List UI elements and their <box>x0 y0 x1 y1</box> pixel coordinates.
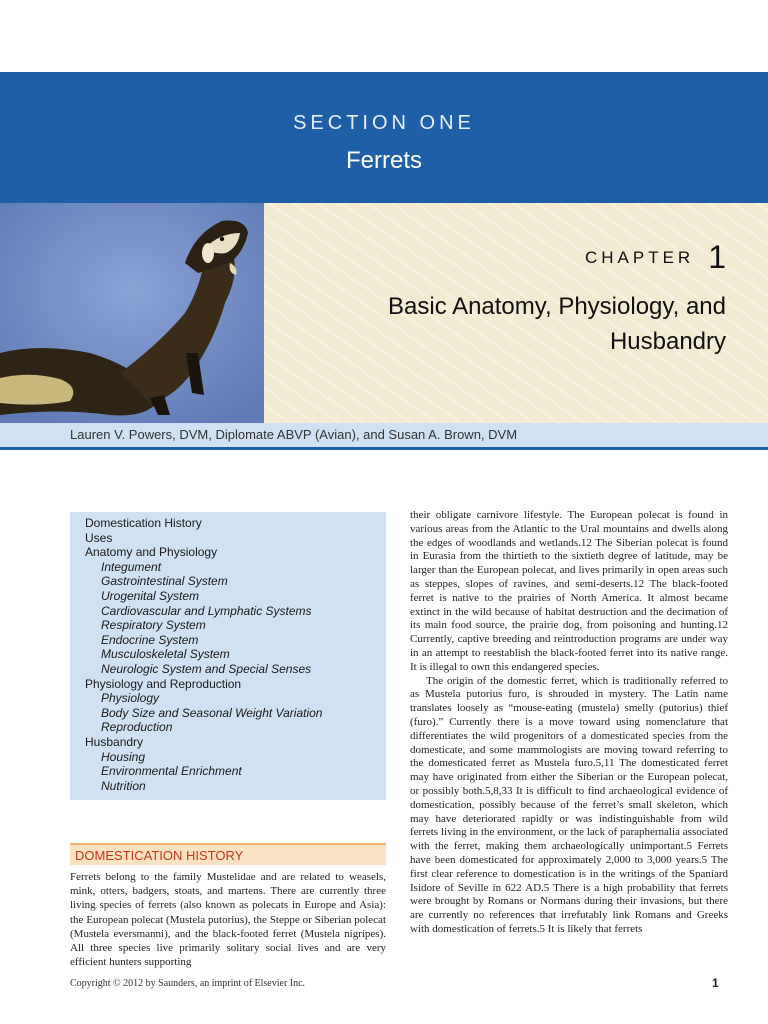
toc-item[interactable]: Anatomy and Physiology <box>85 545 218 560</box>
toc-item[interactable]: Body Size and Seasonal Weight Variation <box>101 705 323 720</box>
ferret-illustration <box>0 203 264 423</box>
toc-item[interactable]: Respiratory System <box>101 618 206 633</box>
toc-item[interactable]: Neurologic System and Special Senses <box>101 661 312 676</box>
toc-item[interactable]: Physiology and Reproduction <box>85 676 242 691</box>
toc-item[interactable]: Physiology <box>101 691 160 706</box>
paragraph: their obligate carnivore lifestyle. The European polecat is found in various areas from the Atlantic to the Ural mountains and dwells along the edges of woodlands and wetlands.12 The Siberian polecat is found in Eurasia from the thirtieth to the sixtieth degree of latitude, may be larger than the European polecat, and lives primarily in open areas such as steppes, slopes of ravines, and semi-deserts.12 The black-footed ferret is native to the prairies of North America. It almost became extinct in the wild because of habitat destruction and the decimation of its main food source, the prairie dog, from poisoning and hunting.12 Currently, captive breeding and reintroduction programs are under way in an attempt to reestablish the black-footed ferret into its native range. It is illegal to own this endangered species. <box>410 509 728 673</box>
toc-item[interactable]: Reproduction <box>101 720 173 735</box>
toc-item[interactable]: Housing <box>101 749 146 764</box>
page-number: 1 <box>712 976 719 990</box>
toc-item[interactable]: Domestication History <box>85 516 202 530</box>
toc-item[interactable]: Endocrine System <box>101 632 199 647</box>
paragraph: The origin of the domestic ferret, which is traditionally referred to as Mustela putorius furo, is shrouded in mystery. The Latin name translates loosely as “mouse-eating (mustela) smelly (putorius) thief (furo).” Currently there is a move toward using nomenclature that differentiates the wild progenitors of a domesticated species from the domesticate, and some mammologists are moving toward referring to the domesticated ferret as Mustela furo.5,11 The domesticated ferret may have originated from either the Siberian or the European polecat, or possibly both.5,8,33 It is difficult to find archaeological evidence of domestication, possibly because of the ferret’s small skeleton, which may have deteriorated rapidly or was indistinguishable from wild ferrets living in the environment, or the lack of paraphernalia associated with the ferret, making them archaeologically unimportant.5 Ferrets have been domesticated for approximately 2,000 to 3,000 years.5 The first clear reference to domestication is in the writings of the Spaniard Isidore of Seville in 622 AD.5 There is a high probability that ferrets were brought by Romans or Normans during their invasions, but there are currently no references that irrefutably link Romans and Greeks with domestication of ferrets.5 It is likely that ferrets <box>410 674 728 935</box>
ferret-photo <box>0 203 264 423</box>
toc-item[interactable]: Musculoskeletal System <box>101 647 230 662</box>
toc-item[interactable]: Uses <box>85 530 113 545</box>
toc-item[interactable]: Integument <box>101 559 162 574</box>
toc-item[interactable]: Husbandry <box>85 734 144 749</box>
chapter-panel <box>264 203 768 423</box>
section-banner <box>0 72 768 203</box>
domestication-history-heading: DOMESTICATION HISTORY <box>70 843 386 865</box>
body-text-left: Ferrets belong to the family Mustelidae and are related to weasels, mink, otters, badgers, stoats, and martens. There are currently three living species of ferrets (also known as polecats in Europe and Asia): the European polecat (Mustela putorius), the Steppe or Siberian polecat (Mustela eversmanni), and the black-footed ferret (Mustela nigripes). All three species live primarily solitary social lives and are very efficient hunters supporting <box>70 871 386 969</box>
chapter-title: Basic Anatomy, Physiology, and Husbandry <box>388 293 726 355</box>
section-title: Ferrets <box>345 147 422 174</box>
toc-item[interactable]: Urogenital System <box>101 588 200 603</box>
toc-item[interactable]: Environmental Enrichment <box>101 764 242 779</box>
copyright-footer: Copyright © 2012 by Saunders, an imprint of Elsevier Inc. <box>70 978 306 989</box>
authors: Lauren V. Powers, DVM, Diplomate ABVP (Avian), and Susan A. Brown, DVM <box>70 427 518 442</box>
chapter-label: CHAPTER <box>584 247 695 267</box>
table-of-contents <box>70 512 386 800</box>
toc-item[interactable]: Gastrointestinal System <box>101 574 228 589</box>
authors-bar <box>0 423 768 450</box>
chapter-heading <box>585 239 726 276</box>
toc-item[interactable]: Cardiovascular and Lymphatic Systems <box>101 603 312 618</box>
body-text-right <box>410 509 728 937</box>
chapter-number: 1 <box>708 239 726 275</box>
toc-item[interactable]: Nutrition <box>101 778 146 793</box>
section-label: SECTION ONE <box>293 112 475 134</box>
